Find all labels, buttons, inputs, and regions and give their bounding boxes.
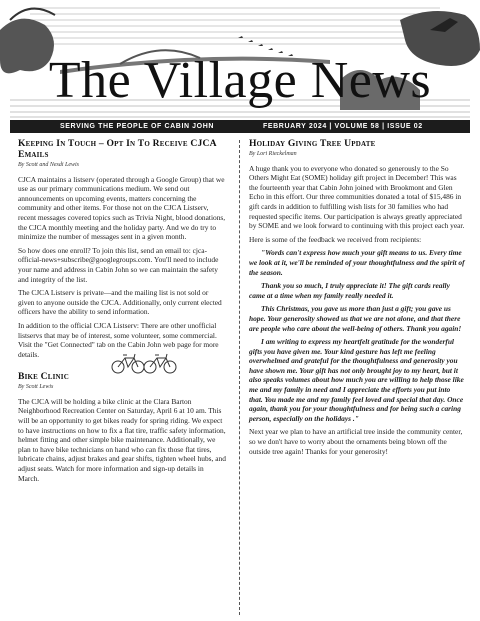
masthead: [0, 0, 480, 120]
masthead-slogan: SERVING THE PEOPLE OF CABIN JOHN: [60, 123, 215, 130]
recipient-quote: I am writing to express my heartfelt gratitude for the wonderful gifts you have given me. Your kind gesture has left me feeling overwhelmed and grateful for the thoughtfulness and generosity you have shown me. Your gift has not only brought joy to my heart, but it also speaks volumes about how much you are willing to help those like me and my family in need and I appreciate the efforts you put into that. You made me and my family feel loved and special that day. Once again, thank you for your thoughtfulness and for being such a caring person, especially on the holidays .": [249, 337, 464, 423]
cjca-paragraph: CJCA maintains a listserv (operated through a Google Group) that we use as our primary communications medium. We send out announcements on upcoming events, matters concerning the community and other items. For those not on the CJCA Listserv, recent messages covered topics such as Trivia Night, blood donations, the CJCA monthly meeting and the holiday party. And we do try to minimize the number of messages sent in a given month.: [18, 174, 226, 242]
cjca-paragraph: The CJCA Listserv is private—and the mailing list is not sold or given to anyone outside the CJCA. Additionally, only current elected officers have the ability to send information.: [18, 288, 222, 317]
cjca-heading: Keeping In Touch – Opt In To Receive CJCA Emails: [18, 138, 217, 160]
column-divider: [239, 140, 240, 615]
bike-paragraph: The CJCA will be holding a bike clinic at the Clara Barton Neighborhood Recreation Center on Saturday, April 6 at 10 am. This will be an opportunity to get bikes ready for spring riding. We expect to have instructions on how to fix a flat tire, traffic safety information, helmet fitting and other simple bike maintenance. Additionally, we plan to have bike technicians on hand who can fix those flat tires, lubricate chains, adjust brakes and gear shifts, tighten wheel hubs, and adjust seats. Watch for more information and sign-up details in March.: [18, 396, 226, 483]
bike-byline: By Scott Lewis: [18, 384, 54, 391]
cjca-byline: By Scott and Nesdi Lewis: [18, 162, 79, 168]
tree-paragraph: Here is some of the feedback we received from recipients:: [249, 234, 422, 244]
masthead-title: The Village News: [48, 52, 432, 109]
issue-info: FEBRUARY 2024 | VOLUME 58 | ISSUE 02: [263, 123, 423, 130]
cjca-paragraph: So how does one enroll? To join this list, send an email to: cjca-official-news+subscribe@googlegroups.com. You'll need to include your name and address in Cabin John so we can maintain the safety and integrity of the list.: [18, 245, 219, 284]
tree-byline: By Lori Rieckelman: [249, 151, 297, 157]
recipient-quote: This Christmas, you gave us more than just a gift; you gave us hope. Your generosity showed us that we are not alone, and that there are people who care about the well-being of others. Thank you again!: [249, 304, 462, 333]
masthead-banner: [10, 120, 470, 133]
right-column: [249, 138, 465, 460]
tree-paragraph: A huge thank you to everyone who donated so generously to the So Others Might Eat (SOME) holiday gift project in December! This was the fourteenth year that Cabin John joined with Brookmont and Glen Echo in this effort. Our three communities donated a total of $15,486 in gift cards in addition to fulfilling wish lists for 30 families who had requested specific items. Our participation is always greatly appreciated by SOME and we look forward to continuing with this project each year.: [249, 163, 465, 231]
left-column: [18, 138, 226, 487]
cjca-paragraph: In addition to the official CJCA Listserv: There are other unofficial listservs that may be of interest, some volunteer, some commercial. Visit the "Get Connected" tab on the Cabin John web page for more details.: [18, 320, 219, 359]
recipient-quote: Thank you so much, I truly appreciate it! The gift cards really came at a time when my family really needed it.: [249, 281, 450, 300]
bike-section: [18, 371, 226, 382]
recipient-quote: "Words can't express how much your gift means to us. Every time we look at it, we'll be reminded of your thoughtfulness and the spirit of the season.: [249, 248, 465, 277]
bicycles-icon: [110, 351, 180, 375]
tree-closing: Next year we plan to have an artificial tree inside the community center, so we don't have to worry about the ornaments being blown off the outside tree again! Thanks for your generosity!: [249, 427, 463, 456]
tree-heading: Holiday Giving Tree Update: [249, 138, 376, 149]
bike-heading: Bike Clinic: [18, 371, 69, 383]
